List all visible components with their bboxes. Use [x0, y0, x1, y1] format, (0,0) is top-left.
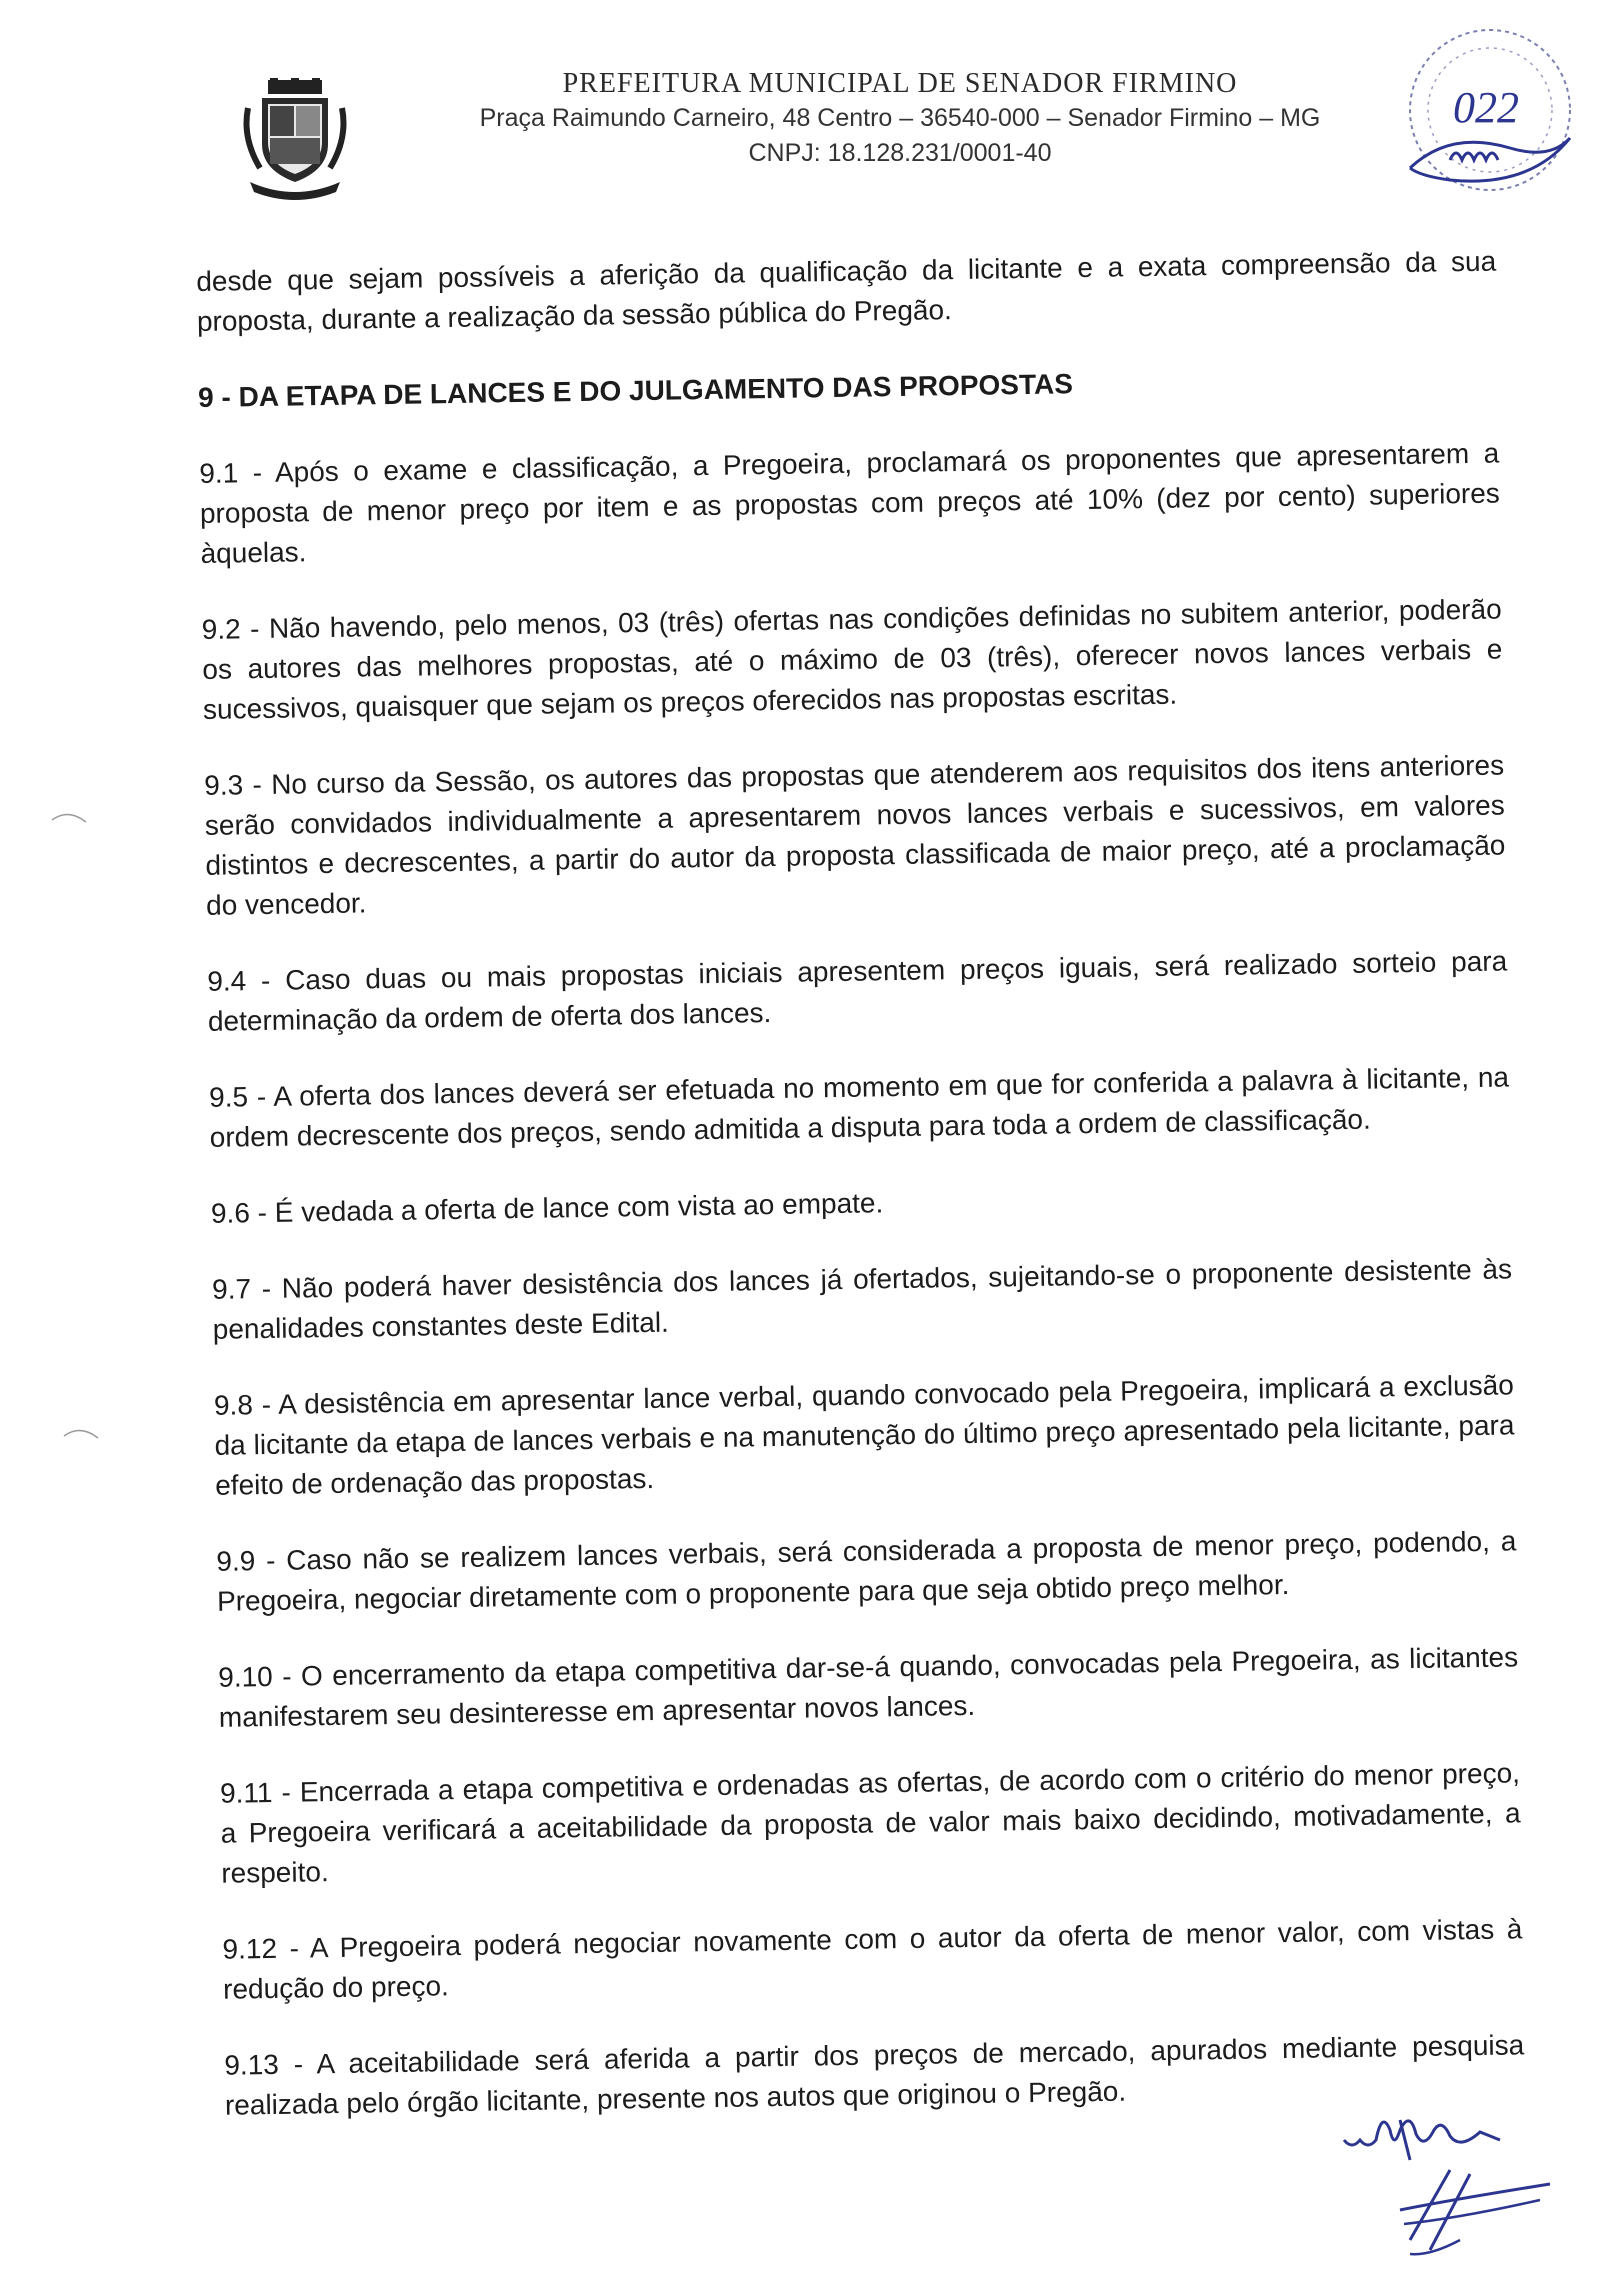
- clause-9-5: 9.5 - A oferta dos lances deverá ser efetuada no momento em que for conferida a palavra à licitante, na ordem decrescente dos preços, sendo admitida a disputa para toda a ordem de classificação.: [208, 1061, 1510, 1153]
- clause-9-1: 9.1 - Após o exame e classificação, a Pregoeira, proclamará os proponentes que apresentarem a proposta de menor preço por item e as propostas com preços até 10% (dez por cento) superiores àquelas.: [199, 437, 1501, 569]
- clause-9-8: 9.8 - A desistência em apresentar lance verbal, quando convocado pela Pregoeira, implicará a exclusão da licitante da etapa de lances verbais e na manutenção do último preço apresentado pela licitante, para efeito de ordenação das propostas.: [213, 1369, 1515, 1501]
- stamp-number: 022: [1453, 83, 1519, 132]
- organization-cnpj: CNPJ: 18.128.231/0001-40: [748, 139, 1052, 167]
- municipal-coat-of-arms-icon: [240, 78, 350, 202]
- clause-9-10: 9.10 - O encerramento da etapa competitiva dar-se-á quando, convocadas pela Pregoeira, as licitantes manifestarem seu desinteresse em apresentar novos lances.: [217, 1641, 1519, 1733]
- clause-9-9: 9.9 - Caso não se realizem lances verbais, será considerada a proposta de menor preço, podendo, a Pregoeira, negociar diretamente com o proponente para que seja obtido preço melhor.: [216, 1525, 1517, 1617]
- section-heading: 9 - DA ETAPA DE LANCES E DO JULGAMENTO DAS PROPOSTAS: [197, 368, 1074, 413]
- clause-9-3: 9.3 - No curso da Sessão, os autores das propostas que atenderem aos requisitos dos itens anteriores serão convidados individualmente a apresentarem novos lances verbais e sucessivos, em valores distintos e decrescentes, a partir do autor da proposta classificada de maior preço, até a proclamação do vencedor.: [203, 749, 1506, 921]
- clause-9-11: 9.11 - Encerrada a etapa competitiva e ordenadas as ofertas, de acordo com o critério do menor preço, a Pregoeira verificará a aceitabilidade da proposta de valor mais baixo decidindo, motivadamente, a respeito.: [219, 1757, 1521, 1889]
- clause-9-4: 9.4 - Caso duas ou mais propostas iniciais apresentem preços iguais, será realizado sorteio para determinação da ordem de oferta dos lances.: [207, 945, 1508, 1037]
- margin-mark-icon: [62, 1422, 102, 1442]
- organization-address: Praça Raimundo Carneiro, 48 Centro – 36540-000 – Senador Firmino – MG: [479, 104, 1321, 132]
- document-body: [196, 242, 1526, 2162]
- margin-mark-icon: [50, 806, 90, 826]
- clause-9-6: 9.6 - É vedada a oferta de lance com vista ao empate.: [210, 1187, 884, 1229]
- clause-9-7: 9.7 - Não poderá haver desistência dos lances já ofertados, sujeitando-se o proponente desistente às penalidades constantes deste Edital.: [211, 1253, 1513, 1345]
- handwritten-signature-icon: [1390, 2160, 1560, 2260]
- letterhead: [400, 68, 1400, 168]
- clause-9-12: 9.12 - A Pregoeira poderá negociar novamente com o autor da oferta de menor valor, com vistas à redução do preço.: [222, 1913, 1523, 2005]
- clause-9-2: 9.2 - Não havendo, pelo menos, 03 (três) ofertas nas condições definidas no subitem anterior, poderão os autores das melhores propostas, até o máximo de 03 (três), oferecer novos lances verbais e sucessivos, quaisquer que sejam os preços oferecidos nas propostas escritas.: [201, 593, 1503, 725]
- clause-9-13: 9.13 - A aceitabilidade será aferida a partir dos preços de mercado, apurados mediante pesquisa realizada pelo órgão licitante, presente nos autos que originou o Pregão.: [224, 2029, 1525, 2121]
- page-stamp-seal-icon: [1380, 20, 1590, 200]
- organization-name: PREFEITURA MUNICIPAL DE SENADOR FIRMINO: [562, 68, 1238, 99]
- intro-paragraph: desde que sejam possíveis a aferição da qualificação da licitante e a exata compreensão da sua proposta, durante a realização da sessão pública do Pregão.: [196, 245, 1497, 337]
